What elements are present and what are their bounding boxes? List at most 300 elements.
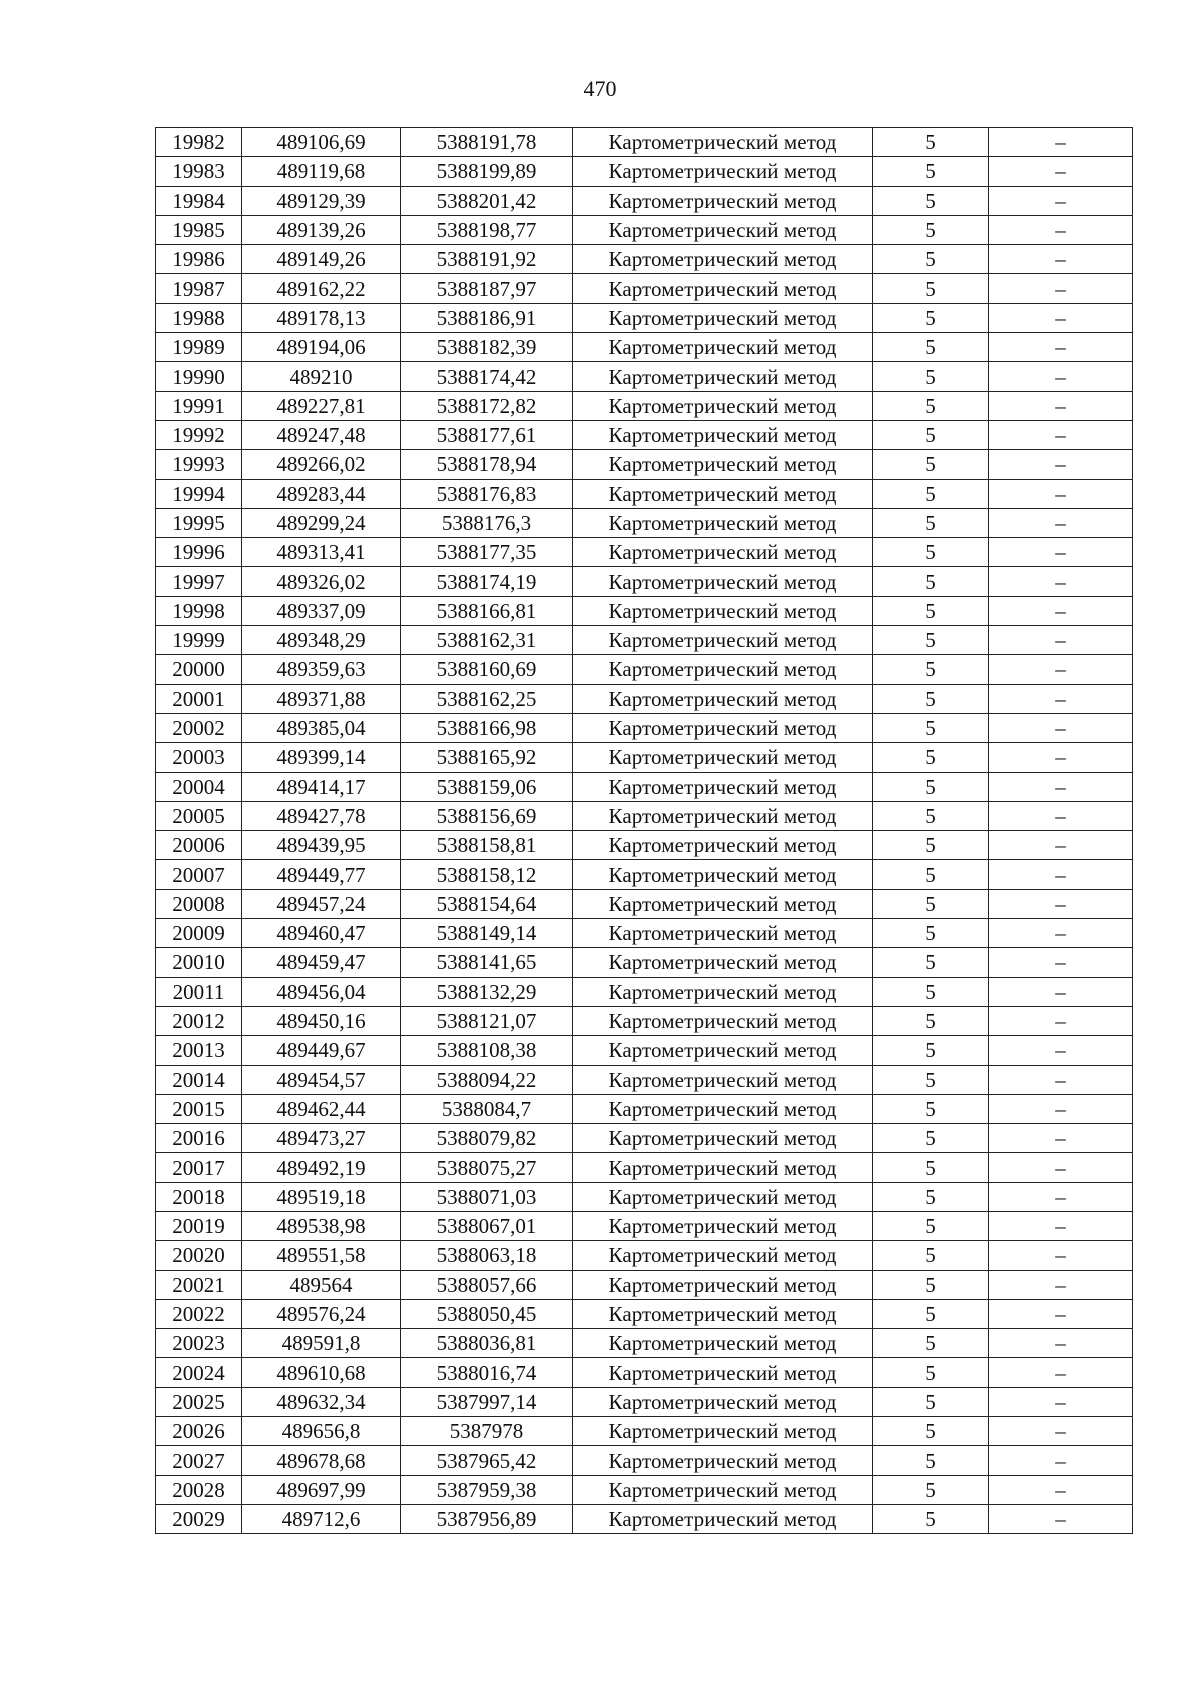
y-coordinate-cell: 5388079,82 bbox=[401, 1124, 573, 1153]
point-number-cell: 20027 bbox=[156, 1446, 242, 1475]
method-cell: Картометрический метод bbox=[573, 684, 873, 713]
accuracy-cell: 5 bbox=[873, 333, 989, 362]
table-row bbox=[156, 772, 1133, 801]
accuracy-cell: 5 bbox=[873, 1504, 989, 1533]
y-coordinate-cell: 5388057,66 bbox=[401, 1270, 573, 1299]
x-coordinate-cell: 489283,44 bbox=[242, 479, 401, 508]
method-cell: Картометрический метод bbox=[573, 626, 873, 655]
x-coordinate-cell: 489459,47 bbox=[242, 948, 401, 977]
y-coordinate-cell: 5388158,12 bbox=[401, 860, 573, 889]
method-cell: Картометрический метод bbox=[573, 1124, 873, 1153]
table-row bbox=[156, 596, 1133, 625]
note-cell: – bbox=[989, 626, 1133, 655]
table-row bbox=[156, 919, 1133, 948]
x-coordinate-cell: 489473,27 bbox=[242, 1124, 401, 1153]
method-cell: Картометрический метод bbox=[573, 362, 873, 391]
point-number-cell: 19996 bbox=[156, 538, 242, 567]
y-coordinate-cell: 5388201,42 bbox=[401, 186, 573, 215]
accuracy-cell: 5 bbox=[873, 596, 989, 625]
y-coordinate-cell: 5388156,69 bbox=[401, 801, 573, 830]
table-row bbox=[156, 186, 1133, 215]
x-coordinate-cell: 489492,19 bbox=[242, 1153, 401, 1182]
table-row bbox=[156, 1211, 1133, 1240]
note-cell: – bbox=[989, 245, 1133, 274]
method-cell: Картометрический метод bbox=[573, 420, 873, 449]
method-cell: Картометрический метод bbox=[573, 1094, 873, 1123]
note-cell: – bbox=[989, 1504, 1133, 1533]
x-coordinate-cell: 489149,26 bbox=[242, 245, 401, 274]
x-coordinate-cell: 489139,26 bbox=[242, 215, 401, 244]
accuracy-cell: 5 bbox=[873, 215, 989, 244]
table-row bbox=[156, 1270, 1133, 1299]
method-cell: Картометрический метод bbox=[573, 479, 873, 508]
method-cell: Картометрический метод bbox=[573, 713, 873, 742]
x-coordinate-cell: 489359,63 bbox=[242, 655, 401, 684]
accuracy-cell: 5 bbox=[873, 479, 989, 508]
table-row bbox=[156, 1065, 1133, 1094]
x-coordinate-cell: 489632,34 bbox=[242, 1387, 401, 1416]
accuracy-cell: 5 bbox=[873, 1094, 989, 1123]
note-cell: – bbox=[989, 538, 1133, 567]
x-coordinate-cell: 489119,68 bbox=[242, 157, 401, 186]
note-cell: – bbox=[989, 508, 1133, 537]
method-cell: Картометрический метод bbox=[573, 508, 873, 537]
table-row bbox=[156, 508, 1133, 537]
note-cell: – bbox=[989, 743, 1133, 772]
x-coordinate-cell: 489454,57 bbox=[242, 1065, 401, 1094]
note-cell: – bbox=[989, 1124, 1133, 1153]
x-coordinate-cell: 489457,24 bbox=[242, 889, 401, 918]
accuracy-cell: 5 bbox=[873, 1446, 989, 1475]
point-number-cell: 19995 bbox=[156, 508, 242, 537]
y-coordinate-cell: 5388121,07 bbox=[401, 1006, 573, 1035]
accuracy-cell: 5 bbox=[873, 860, 989, 889]
x-coordinate-cell: 489591,8 bbox=[242, 1329, 401, 1358]
accuracy-cell: 5 bbox=[873, 157, 989, 186]
point-number-cell: 20019 bbox=[156, 1211, 242, 1240]
table-row bbox=[156, 215, 1133, 244]
note-cell: – bbox=[989, 391, 1133, 420]
y-coordinate-cell: 5388036,81 bbox=[401, 1329, 573, 1358]
method-cell: Картометрический метод bbox=[573, 391, 873, 420]
table-row bbox=[156, 655, 1133, 684]
y-coordinate-cell: 5388191,78 bbox=[401, 128, 573, 157]
method-cell: Картометрический метод bbox=[573, 1065, 873, 1094]
y-coordinate-cell: 5388162,31 bbox=[401, 626, 573, 655]
note-cell: – bbox=[989, 333, 1133, 362]
point-number-cell: 19986 bbox=[156, 245, 242, 274]
note-cell: – bbox=[989, 362, 1133, 391]
accuracy-cell: 5 bbox=[873, 1241, 989, 1270]
y-coordinate-cell: 5388149,14 bbox=[401, 919, 573, 948]
accuracy-cell: 5 bbox=[873, 831, 989, 860]
table-row bbox=[156, 274, 1133, 303]
point-number-cell: 20026 bbox=[156, 1417, 242, 1446]
y-coordinate-cell: 5387965,42 bbox=[401, 1446, 573, 1475]
y-coordinate-cell: 5387997,14 bbox=[401, 1387, 573, 1416]
y-coordinate-cell: 5388094,22 bbox=[401, 1065, 573, 1094]
table-row bbox=[156, 1446, 1133, 1475]
y-coordinate-cell: 5388084,7 bbox=[401, 1094, 573, 1123]
accuracy-cell: 5 bbox=[873, 1036, 989, 1065]
page-number: 470 bbox=[583, 76, 617, 101]
point-number-cell: 20018 bbox=[156, 1182, 242, 1211]
note-cell: – bbox=[989, 450, 1133, 479]
y-coordinate-cell: 5388141,65 bbox=[401, 948, 573, 977]
note-cell: – bbox=[989, 1182, 1133, 1211]
x-coordinate-cell: 489678,68 bbox=[242, 1446, 401, 1475]
x-coordinate-cell: 489697,99 bbox=[242, 1475, 401, 1504]
accuracy-cell: 5 bbox=[873, 1387, 989, 1416]
table-row bbox=[156, 977, 1133, 1006]
table-row bbox=[156, 1504, 1133, 1533]
x-coordinate-cell: 489106,69 bbox=[242, 128, 401, 157]
accuracy-cell: 5 bbox=[873, 450, 989, 479]
note-cell: – bbox=[989, 1241, 1133, 1270]
method-cell: Картометрический метод bbox=[573, 889, 873, 918]
note-cell: – bbox=[989, 157, 1133, 186]
method-cell: Картометрический метод bbox=[573, 567, 873, 596]
accuracy-cell: 5 bbox=[873, 1475, 989, 1504]
y-coordinate-cell: 5388154,64 bbox=[401, 889, 573, 918]
accuracy-cell: 5 bbox=[873, 362, 989, 391]
point-number-cell: 20011 bbox=[156, 977, 242, 1006]
method-cell: Картометрический метод bbox=[573, 948, 873, 977]
y-coordinate-cell: 5388187,97 bbox=[401, 274, 573, 303]
point-number-cell: 19999 bbox=[156, 626, 242, 655]
note-cell: – bbox=[989, 1094, 1133, 1123]
accuracy-cell: 5 bbox=[873, 1417, 989, 1446]
table-row bbox=[156, 1153, 1133, 1182]
point-number-cell: 20029 bbox=[156, 1504, 242, 1533]
x-coordinate-cell: 489194,06 bbox=[242, 333, 401, 362]
table-row bbox=[156, 1094, 1133, 1123]
accuracy-cell: 5 bbox=[873, 391, 989, 420]
method-cell: Картометрический метод bbox=[573, 157, 873, 186]
y-coordinate-cell: 5388172,82 bbox=[401, 391, 573, 420]
accuracy-cell: 5 bbox=[873, 919, 989, 948]
x-coordinate-cell: 489551,58 bbox=[242, 1241, 401, 1270]
point-number-cell: 20017 bbox=[156, 1153, 242, 1182]
method-cell: Картометрический метод bbox=[573, 1153, 873, 1182]
note-cell: – bbox=[989, 1006, 1133, 1035]
accuracy-cell: 5 bbox=[873, 1065, 989, 1094]
note-cell: – bbox=[989, 186, 1133, 215]
coordinates-table bbox=[155, 127, 1133, 1534]
y-coordinate-cell: 5388198,77 bbox=[401, 215, 573, 244]
method-cell: Картометрический метод bbox=[573, 1446, 873, 1475]
x-coordinate-cell: 489299,24 bbox=[242, 508, 401, 537]
point-number-cell: 20009 bbox=[156, 919, 242, 948]
x-coordinate-cell: 489449,77 bbox=[242, 860, 401, 889]
accuracy-cell: 5 bbox=[873, 1006, 989, 1035]
point-number-cell: 20024 bbox=[156, 1358, 242, 1387]
table-row bbox=[156, 743, 1133, 772]
table-row bbox=[156, 333, 1133, 362]
point-number-cell: 20012 bbox=[156, 1006, 242, 1035]
table-row bbox=[156, 303, 1133, 332]
y-coordinate-cell: 5388067,01 bbox=[401, 1211, 573, 1240]
x-coordinate-cell: 489326,02 bbox=[242, 567, 401, 596]
point-number-cell: 20020 bbox=[156, 1241, 242, 1270]
table-row bbox=[156, 128, 1133, 157]
table-row bbox=[156, 245, 1133, 274]
x-coordinate-cell: 489337,09 bbox=[242, 596, 401, 625]
table-row bbox=[156, 420, 1133, 449]
accuracy-cell: 5 bbox=[873, 245, 989, 274]
note-cell: – bbox=[989, 1446, 1133, 1475]
point-number-cell: 20013 bbox=[156, 1036, 242, 1065]
note-cell: – bbox=[989, 1329, 1133, 1358]
note-cell: – bbox=[989, 801, 1133, 830]
point-number-cell: 20002 bbox=[156, 713, 242, 742]
note-cell: – bbox=[989, 303, 1133, 332]
y-coordinate-cell: 5388177,35 bbox=[401, 538, 573, 567]
point-number-cell: 19990 bbox=[156, 362, 242, 391]
y-coordinate-cell: 5388132,29 bbox=[401, 977, 573, 1006]
point-number-cell: 19985 bbox=[156, 215, 242, 244]
method-cell: Картометрический метод bbox=[573, 1504, 873, 1533]
method-cell: Картометрический метод bbox=[573, 772, 873, 801]
accuracy-cell: 5 bbox=[873, 1329, 989, 1358]
point-number-cell: 19983 bbox=[156, 157, 242, 186]
note-cell: – bbox=[989, 1358, 1133, 1387]
method-cell: Картометрический метод bbox=[573, 215, 873, 244]
x-coordinate-cell: 489210 bbox=[242, 362, 401, 391]
accuracy-cell: 5 bbox=[873, 772, 989, 801]
x-coordinate-cell: 489162,22 bbox=[242, 274, 401, 303]
accuracy-cell: 5 bbox=[873, 1153, 989, 1182]
table-row bbox=[156, 1036, 1133, 1065]
point-number-cell: 20022 bbox=[156, 1299, 242, 1328]
method-cell: Картометрический метод bbox=[573, 1211, 873, 1240]
note-cell: – bbox=[989, 713, 1133, 742]
y-coordinate-cell: 5388176,3 bbox=[401, 508, 573, 537]
point-number-cell: 20014 bbox=[156, 1065, 242, 1094]
accuracy-cell: 5 bbox=[873, 713, 989, 742]
y-coordinate-cell: 5388199,89 bbox=[401, 157, 573, 186]
x-coordinate-cell: 489712,6 bbox=[242, 1504, 401, 1533]
point-number-cell: 19992 bbox=[156, 420, 242, 449]
accuracy-cell: 5 bbox=[873, 1124, 989, 1153]
accuracy-cell: 5 bbox=[873, 801, 989, 830]
point-number-cell: 19987 bbox=[156, 274, 242, 303]
note-cell: – bbox=[989, 1299, 1133, 1328]
table-row bbox=[156, 1124, 1133, 1153]
x-coordinate-cell: 489247,48 bbox=[242, 420, 401, 449]
accuracy-cell: 5 bbox=[873, 303, 989, 332]
y-coordinate-cell: 5388191,92 bbox=[401, 245, 573, 274]
y-coordinate-cell: 5388050,45 bbox=[401, 1299, 573, 1328]
note-cell: – bbox=[989, 1387, 1133, 1416]
note-cell: – bbox=[989, 977, 1133, 1006]
point-number-cell: 20008 bbox=[156, 889, 242, 918]
accuracy-cell: 5 bbox=[873, 128, 989, 157]
table-row bbox=[156, 889, 1133, 918]
y-coordinate-cell: 5388063,18 bbox=[401, 1241, 573, 1270]
accuracy-cell: 5 bbox=[873, 626, 989, 655]
note-cell: – bbox=[989, 1065, 1133, 1094]
table-row bbox=[156, 362, 1133, 391]
note-cell: – bbox=[989, 1270, 1133, 1299]
method-cell: Картометрический метод bbox=[573, 1270, 873, 1299]
x-coordinate-cell: 489385,04 bbox=[242, 713, 401, 742]
y-coordinate-cell: 5388178,94 bbox=[401, 450, 573, 479]
method-cell: Картометрический метод bbox=[573, 1241, 873, 1270]
point-number-cell: 20021 bbox=[156, 1270, 242, 1299]
y-coordinate-cell: 5388071,03 bbox=[401, 1182, 573, 1211]
method-cell: Картометрический метод bbox=[573, 333, 873, 362]
table-row bbox=[156, 1387, 1133, 1416]
y-coordinate-cell: 5388166,81 bbox=[401, 596, 573, 625]
accuracy-cell: 5 bbox=[873, 508, 989, 537]
x-coordinate-cell: 489519,18 bbox=[242, 1182, 401, 1211]
point-number-cell: 20007 bbox=[156, 860, 242, 889]
note-cell: – bbox=[989, 831, 1133, 860]
x-coordinate-cell: 489129,39 bbox=[242, 186, 401, 215]
x-coordinate-cell: 489399,14 bbox=[242, 743, 401, 772]
x-coordinate-cell: 489656,8 bbox=[242, 1417, 401, 1446]
table-row bbox=[156, 450, 1133, 479]
table-row bbox=[156, 948, 1133, 977]
x-coordinate-cell: 489450,16 bbox=[242, 1006, 401, 1035]
x-coordinate-cell: 489427,78 bbox=[242, 801, 401, 830]
method-cell: Картометрический метод bbox=[573, 538, 873, 567]
point-number-cell: 20028 bbox=[156, 1475, 242, 1504]
x-coordinate-cell: 489439,95 bbox=[242, 831, 401, 860]
table-row bbox=[156, 1006, 1133, 1035]
method-cell: Картометрический метод bbox=[573, 860, 873, 889]
y-coordinate-cell: 5387956,89 bbox=[401, 1504, 573, 1533]
method-cell: Картометрический метод bbox=[573, 1358, 873, 1387]
note-cell: – bbox=[989, 479, 1133, 508]
point-number-cell: 20025 bbox=[156, 1387, 242, 1416]
y-coordinate-cell: 5387978 bbox=[401, 1417, 573, 1446]
note-cell: – bbox=[989, 420, 1133, 449]
method-cell: Картометрический метод bbox=[573, 1036, 873, 1065]
x-coordinate-cell: 489449,67 bbox=[242, 1036, 401, 1065]
note-cell: – bbox=[989, 215, 1133, 244]
point-number-cell: 19994 bbox=[156, 479, 242, 508]
method-cell: Картометрический метод bbox=[573, 596, 873, 625]
note-cell: – bbox=[989, 684, 1133, 713]
method-cell: Картометрический метод bbox=[573, 128, 873, 157]
note-cell: – bbox=[989, 274, 1133, 303]
point-number-cell: 20023 bbox=[156, 1329, 242, 1358]
table-row bbox=[156, 157, 1133, 186]
table-row bbox=[156, 1358, 1133, 1387]
note-cell: – bbox=[989, 596, 1133, 625]
x-coordinate-cell: 489227,81 bbox=[242, 391, 401, 420]
x-coordinate-cell: 489266,02 bbox=[242, 450, 401, 479]
method-cell: Картометрический метод bbox=[573, 1417, 873, 1446]
y-coordinate-cell: 5388166,98 bbox=[401, 713, 573, 742]
point-number-cell: 19989 bbox=[156, 333, 242, 362]
table-row bbox=[156, 1182, 1133, 1211]
method-cell: Картометрический метод bbox=[573, 186, 873, 215]
method-cell: Картометрический метод bbox=[573, 1006, 873, 1035]
note-cell: – bbox=[989, 655, 1133, 684]
point-number-cell: 19984 bbox=[156, 186, 242, 215]
y-coordinate-cell: 5388174,19 bbox=[401, 567, 573, 596]
accuracy-cell: 5 bbox=[873, 186, 989, 215]
accuracy-cell: 5 bbox=[873, 1270, 989, 1299]
x-coordinate-cell: 489564 bbox=[242, 1270, 401, 1299]
point-number-cell: 19998 bbox=[156, 596, 242, 625]
table-row bbox=[156, 1475, 1133, 1504]
note-cell: – bbox=[989, 1153, 1133, 1182]
note-cell: – bbox=[989, 128, 1133, 157]
method-cell: Картометрический метод bbox=[573, 919, 873, 948]
point-number-cell: 20000 bbox=[156, 655, 242, 684]
accuracy-cell: 5 bbox=[873, 948, 989, 977]
x-coordinate-cell: 489462,44 bbox=[242, 1094, 401, 1123]
accuracy-cell: 5 bbox=[873, 274, 989, 303]
method-cell: Картометрический метод bbox=[573, 1329, 873, 1358]
method-cell: Картометрический метод bbox=[573, 1387, 873, 1416]
x-coordinate-cell: 489576,24 bbox=[242, 1299, 401, 1328]
y-coordinate-cell: 5388186,91 bbox=[401, 303, 573, 332]
y-coordinate-cell: 5388108,38 bbox=[401, 1036, 573, 1065]
table-row bbox=[156, 713, 1133, 742]
table-row bbox=[156, 567, 1133, 596]
y-coordinate-cell: 5388160,69 bbox=[401, 655, 573, 684]
y-coordinate-cell: 5388162,25 bbox=[401, 684, 573, 713]
table-row bbox=[156, 831, 1133, 860]
y-coordinate-cell: 5387959,38 bbox=[401, 1475, 573, 1504]
point-number-cell: 19982 bbox=[156, 128, 242, 157]
method-cell: Картометрический метод bbox=[573, 977, 873, 1006]
method-cell: Картометрический метод bbox=[573, 1299, 873, 1328]
table-body bbox=[156, 128, 1133, 1534]
table-row bbox=[156, 479, 1133, 508]
note-cell: – bbox=[989, 567, 1133, 596]
accuracy-cell: 5 bbox=[873, 567, 989, 596]
x-coordinate-cell: 489460,47 bbox=[242, 919, 401, 948]
point-number-cell: 20005 bbox=[156, 801, 242, 830]
point-number-cell: 20010 bbox=[156, 948, 242, 977]
table-row bbox=[156, 1241, 1133, 1270]
note-cell: – bbox=[989, 1417, 1133, 1446]
note-cell: – bbox=[989, 772, 1133, 801]
point-number-cell: 19991 bbox=[156, 391, 242, 420]
method-cell: Картометрический метод bbox=[573, 274, 873, 303]
note-cell: – bbox=[989, 1475, 1133, 1504]
point-number-cell: 20006 bbox=[156, 831, 242, 860]
accuracy-cell: 5 bbox=[873, 538, 989, 567]
point-number-cell: 19997 bbox=[156, 567, 242, 596]
table-row bbox=[156, 684, 1133, 713]
y-coordinate-cell: 5388177,61 bbox=[401, 420, 573, 449]
point-number-cell: 20016 bbox=[156, 1124, 242, 1153]
accuracy-cell: 5 bbox=[873, 420, 989, 449]
y-coordinate-cell: 5388016,74 bbox=[401, 1358, 573, 1387]
point-number-cell: 19993 bbox=[156, 450, 242, 479]
x-coordinate-cell: 489371,88 bbox=[242, 684, 401, 713]
accuracy-cell: 5 bbox=[873, 655, 989, 684]
method-cell: Картометрический метод bbox=[573, 801, 873, 830]
y-coordinate-cell: 5388176,83 bbox=[401, 479, 573, 508]
x-coordinate-cell: 489313,41 bbox=[242, 538, 401, 567]
accuracy-cell: 5 bbox=[873, 889, 989, 918]
accuracy-cell: 5 bbox=[873, 1211, 989, 1240]
table-row bbox=[156, 860, 1133, 889]
table-row bbox=[156, 1299, 1133, 1328]
accuracy-cell: 5 bbox=[873, 1358, 989, 1387]
method-cell: Картометрический метод bbox=[573, 655, 873, 684]
x-coordinate-cell: 489538,98 bbox=[242, 1211, 401, 1240]
accuracy-cell: 5 bbox=[873, 743, 989, 772]
